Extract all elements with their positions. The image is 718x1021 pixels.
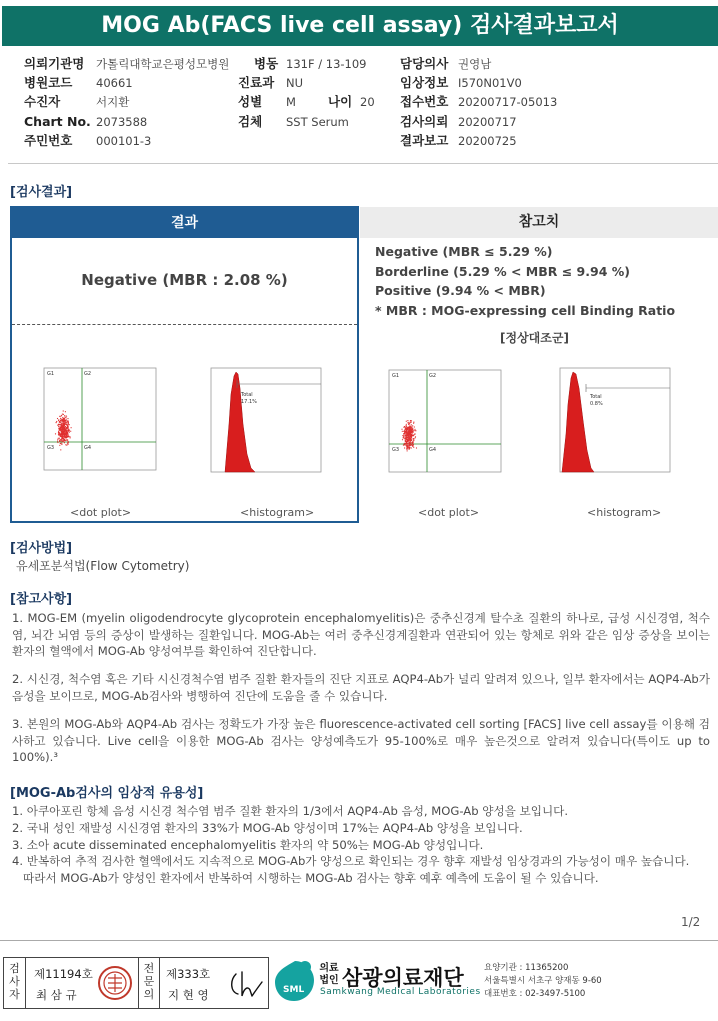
utility-item-4-cont: 따라서 MOG-Ab가 양성인 환자에서 반복하여 시행하는 MOG-Ab 검사는 향후 예후 예측에 도움이 될 수 있습니다.: [12, 871, 599, 886]
report-value: 20200725: [458, 134, 517, 148]
dot: [58, 424, 59, 425]
age-value: 20: [360, 95, 375, 109]
dot: [60, 416, 61, 417]
org-type: 의료법인: [319, 963, 339, 986]
hospital-code-value: 40661: [96, 76, 133, 90]
dot: [59, 422, 60, 423]
control-histogram-caption: <histogram>: [587, 506, 662, 519]
quadrant-label-g1: G1: [47, 371, 55, 377]
dot: [61, 425, 62, 426]
control-quadrant-g3: G3: [392, 447, 400, 453]
dot: [413, 447, 414, 448]
dot: [410, 441, 411, 442]
dot: [67, 444, 68, 445]
dot: [409, 448, 410, 449]
dot: [62, 429, 63, 430]
dot: [410, 430, 411, 431]
quadrant-label-g3: G3: [47, 445, 55, 451]
dot: [404, 447, 405, 448]
dot: [65, 417, 66, 418]
control-dot-plot: [383, 364, 505, 476]
patient-dot-plot-caption: <dot plot>: [70, 506, 132, 519]
dot: [56, 421, 57, 422]
control-dot-plot-caption: <dot plot>: [418, 506, 480, 519]
utility-item-1: 1. 아쿠아포린 항체 음성 시신경 척수염 범주 질환 환자의 1/3에서 AQP4-Ab 음성, MOG-Ab 양성을 보입니다.: [12, 804, 569, 818]
utility-item-2: 2. 국내 성인 재발성 시신경염 환자의 33%가 MOG-Ab 양성이며 17%는 AQP4-Ab 양성을 보입니다.: [12, 820, 523, 835]
footer-divider: [0, 940, 718, 941]
dot: [62, 426, 63, 427]
page-number: 1/2: [681, 915, 701, 929]
sml-logo-icon: [272, 958, 318, 1004]
department-label: 진료과: [238, 75, 275, 90]
dot: [63, 434, 64, 435]
dot: [412, 429, 413, 430]
dot: [409, 442, 410, 443]
dot: [63, 441, 64, 442]
dot: [411, 442, 412, 443]
dot: [410, 426, 411, 427]
dot: [60, 449, 61, 450]
dot: [62, 417, 63, 418]
dot: [64, 420, 65, 421]
control-hist-gate-value: 0.8%: [590, 401, 603, 407]
dot: [70, 437, 71, 438]
utility-list: [12, 803, 718, 887]
clinical-info-value: I570N01V0: [458, 76, 522, 90]
dot: [71, 427, 72, 428]
dot: [406, 442, 407, 443]
dot: [61, 419, 62, 420]
utility-item-4: 4. 반복하여 추적 검사한 혈액에서도 지속적으로 MOG-Ab가 양성으로 확인되는 경우 향후 재발성 임상경과의 가능성이 매우 높습니다.: [12, 854, 690, 869]
dot: [62, 422, 63, 423]
quadrant-label-g2: G2: [84, 371, 92, 377]
dot: [405, 444, 406, 445]
specialist-name: 지 현 영: [168, 988, 209, 1002]
dot: [415, 430, 416, 431]
dot: [58, 431, 59, 432]
dot: [63, 423, 64, 424]
dot: [67, 418, 68, 419]
patient-hist-gate-value: 17.1%: [241, 399, 257, 405]
dot: [407, 420, 408, 421]
control-quadrant-g4: G4: [429, 447, 437, 453]
dot: [59, 416, 60, 417]
reference-positive: Positive (9.94 % < MBR): [375, 283, 546, 298]
dot: [67, 432, 68, 433]
dot: [59, 445, 60, 446]
org-english-name: Samkwang Medical Laboratories: [320, 987, 481, 997]
dot: [401, 429, 402, 430]
sex-label: 성별: [238, 94, 263, 109]
institution-label: 의뢰기관명: [24, 56, 85, 71]
dot: [65, 411, 66, 412]
request-label: 검사의뢰: [400, 114, 449, 129]
dot: [65, 433, 66, 434]
result-value: Negative (MBR : 2.08 %): [81, 271, 288, 289]
dot: [413, 422, 414, 423]
dot: [404, 437, 405, 438]
dot: [406, 445, 407, 446]
dot: [61, 430, 62, 431]
logo-text: SML: [283, 985, 305, 995]
dot: [409, 423, 410, 424]
specimen-label: 검체: [238, 114, 263, 129]
dot: [61, 440, 62, 441]
dot: [60, 443, 61, 444]
dot: [407, 435, 408, 436]
quadrant-label-g4: G4: [84, 445, 92, 451]
recipient-value: 서지환: [96, 95, 130, 109]
inspector-name: 최 삼 규: [36, 988, 77, 1002]
control-hist-gate-label: Total: [590, 394, 602, 400]
specimen-value: SST Serum: [286, 115, 349, 129]
dot: [405, 428, 406, 429]
dot: [64, 419, 65, 420]
dot: [61, 420, 62, 421]
dot: [410, 432, 411, 433]
dot: [65, 437, 66, 438]
dot: [65, 429, 66, 430]
dot: [63, 421, 64, 422]
dot: [410, 434, 411, 435]
dot: [412, 442, 413, 443]
dot: [60, 428, 61, 429]
chart-label: Chart No.: [24, 114, 91, 129]
dot: [409, 434, 410, 435]
dot: [61, 424, 62, 425]
specialist-label: 전문의: [138, 958, 160, 1008]
dot: [64, 435, 65, 436]
result-header: 결과: [12, 208, 357, 238]
dot: [63, 433, 64, 434]
dot: [411, 420, 412, 421]
dot: [406, 431, 407, 432]
dot: [404, 432, 405, 433]
resident-value: 000101-3: [96, 134, 152, 148]
dot: [66, 445, 67, 446]
recipient-label: 수진자: [24, 94, 61, 109]
dot: [411, 424, 412, 425]
accession-value: 20200717-05013: [458, 95, 558, 109]
reference-negative: Negative (MBR ≤ 5.29 %): [375, 244, 553, 259]
inspector-seal: [96, 964, 134, 1002]
dot: [66, 424, 67, 425]
normal-control-label: [정상대조군]: [500, 331, 569, 345]
dot: [55, 433, 56, 434]
dot: [59, 433, 60, 434]
dot: [412, 446, 413, 447]
dot: [66, 427, 67, 428]
dot: [407, 422, 408, 423]
dot: [413, 439, 414, 440]
report-label: 결과보고: [400, 133, 449, 148]
dot: [410, 422, 411, 423]
utility-item-3: 3. 소아 acute disseminated encephalomyelitis 환자의 약 50%는 MOG-Ab 양성입니다.: [12, 837, 484, 852]
org-phone: 대표번호 : 02-3497-5100: [484, 989, 586, 999]
method-title: [검사방법]: [10, 541, 73, 556]
age-label: 나이: [328, 94, 353, 109]
dot: [407, 433, 408, 434]
dot: [403, 436, 404, 437]
dot: [56, 422, 57, 423]
dot: [408, 422, 409, 423]
report-title: MOG Ab(FACS live cell assay) 검사결과보고서: [2, 6, 718, 46]
patient-histogram: [207, 364, 325, 476]
dot: [66, 425, 67, 426]
dot: [68, 441, 69, 442]
dot: [60, 429, 61, 430]
dot: [62, 437, 63, 438]
dot: [414, 429, 415, 430]
reference-ranges: [375, 242, 675, 320]
clinical-info-label: 임상정보: [400, 75, 449, 90]
dot: [68, 423, 69, 424]
dot: [64, 427, 65, 428]
accession-label: 접수번호: [400, 94, 449, 109]
dot: [403, 431, 404, 432]
dot: [60, 439, 61, 440]
dot: [406, 426, 407, 427]
dot: [409, 438, 410, 439]
patient-hist-gate-label: Total: [241, 392, 253, 398]
dot: [406, 425, 407, 426]
dot: [63, 410, 64, 411]
dot: [407, 444, 408, 445]
dot: [413, 435, 414, 436]
results-title: [검사결과]: [10, 185, 73, 200]
dot: [409, 437, 410, 438]
dot: [67, 430, 68, 431]
dot: [63, 439, 64, 440]
dot: [406, 443, 407, 444]
control-quadrant-g2: G2: [429, 373, 437, 379]
dot: [60, 426, 61, 427]
method-text: 유세포분석법(Flow Cytometry): [16, 559, 190, 573]
patient-dot-cloud: [55, 410, 72, 450]
control-histogram: [556, 364, 674, 476]
dot: [66, 439, 67, 440]
note-paragraph-3: 3. 본원의 MOG-Ab와 AQP4-Ab 검사는 정확도가 가장 높은 fluorescence-activated cell sorting [FACS] live cell assay를 이용해 검사하고 있습니다. Live cell을 이용한 MOG-Ab 검사는 양성예측도가 95-100%로 매우 높은것으로 알려져 있습니다(특이도 up to 100%).³: [12, 717, 710, 764]
dot: [412, 435, 413, 436]
dot: [415, 436, 416, 437]
dot: [68, 436, 69, 437]
dot: [64, 425, 65, 426]
note-paragraph-1: 1. MOG-EM (myelin oligodendrocyte glycoprotein encephalomyelitis)은 중추신경계 탈수초 질환의 하나로, 급성 시신경염, 척수염, 뇌간 뇌염 등의 증상이 발생하는 질환입니다. MOG-Ab는 여러 중추신경계질환과 연관되어 있는 항체로 위와 같은 임상 증상을 보이는 환자의 혈액에서 MOG-Ab 양성여부를 확인하여 진단합니다.: [12, 611, 710, 658]
dot: [405, 433, 406, 434]
dot: [410, 439, 411, 440]
dot: [58, 426, 59, 427]
resident-label: 주민번호: [24, 133, 73, 148]
dot: [57, 418, 58, 419]
dot: [57, 442, 58, 443]
chart-value: 2073588: [96, 115, 148, 129]
dot: [412, 431, 413, 432]
dot: [410, 435, 411, 436]
specialist-signature: [226, 966, 264, 1002]
dot: [406, 435, 407, 436]
utility-title: [MOG-Ab검사의 임상적 유용성]: [10, 786, 204, 801]
dot: [58, 434, 59, 435]
dot: [410, 443, 411, 444]
dot: [60, 424, 61, 425]
dot: [60, 435, 61, 436]
dot: [410, 427, 411, 428]
dot: [57, 425, 58, 426]
dot: [413, 423, 414, 424]
dot: [65, 440, 66, 441]
dot: [406, 437, 407, 438]
note-paragraph-2: 2. 시신경, 척수염 혹은 기타 시신경척수염 범주 질환 환자들의 진단 지표로 AQP4-Ab가 널리 알려져 있으나, 일부 환자에서는 AQP4-Ab가 음성을 보이므로, MOG-Ab검사와 병행하여 진단에 도움을 줄 수 있습니다.: [12, 672, 710, 703]
dot: [66, 416, 67, 417]
specialist-number: 제333호: [166, 967, 211, 981]
dot: [58, 438, 59, 439]
dot: [402, 431, 403, 432]
signature-box: [3, 957, 269, 1009]
dot: [409, 439, 410, 440]
dot: [406, 421, 407, 422]
dot: [411, 440, 412, 441]
dot: [57, 439, 58, 440]
dot: [411, 429, 412, 430]
dot: [62, 414, 63, 415]
dot: [64, 415, 65, 416]
dot: [409, 443, 410, 444]
dot: [406, 424, 407, 425]
dot: [68, 421, 69, 422]
dot: [412, 433, 413, 434]
dot: [413, 438, 414, 439]
ward-label: 병동: [254, 56, 279, 71]
doctor-value: 권영남: [458, 57, 492, 71]
dot: [414, 430, 415, 431]
info-divider: [8, 163, 718, 164]
dot: [60, 422, 61, 423]
control-quadrant-g1: G1: [392, 373, 400, 379]
sex-value: M: [286, 95, 296, 109]
dot: [407, 447, 408, 448]
dot: [412, 425, 413, 426]
dot: [407, 427, 408, 428]
org-name: 삼광의료재단: [342, 966, 464, 990]
dot: [69, 436, 70, 437]
patient-histogram-peak: [225, 372, 255, 472]
hospital-code-label: 병원코드: [24, 75, 73, 90]
dot: [65, 430, 66, 431]
inspector-label: 검사자: [4, 958, 26, 1008]
result-divider: [12, 324, 357, 325]
dot: [61, 436, 62, 437]
dot: [402, 439, 403, 440]
dot: [404, 426, 405, 427]
patient-dot-plot: [38, 362, 160, 474]
dot: [406, 447, 407, 448]
dot: [61, 444, 62, 445]
dot: [405, 440, 406, 441]
dot: [59, 430, 60, 431]
dot: [414, 434, 415, 435]
department-value: NU: [286, 76, 304, 90]
dot: [402, 435, 403, 436]
dot: [69, 432, 70, 433]
org-institution-code: 요양기관 : 11365200: [484, 963, 569, 973]
inspector-number: 제11194호: [34, 967, 93, 981]
dot: [60, 434, 61, 435]
dot: [69, 424, 70, 425]
request-value: 20200717: [458, 115, 517, 129]
dot: [57, 440, 58, 441]
dot: [404, 443, 405, 444]
dot: [70, 431, 71, 432]
control-dot-cloud: [401, 420, 417, 452]
dot: [408, 432, 409, 433]
dot: [411, 444, 412, 445]
reference-mbr-note: * MBR : MOG-expressing cell Binding Ratio: [375, 302, 676, 318]
dot: [412, 443, 413, 444]
dot: [407, 450, 408, 451]
dot: [58, 420, 59, 421]
dot: [414, 426, 415, 427]
dot: [408, 437, 409, 438]
dot: [416, 447, 417, 448]
notes-title: [참고사항]: [10, 592, 73, 607]
dot: [62, 428, 63, 429]
dot: [65, 435, 66, 436]
dot: [412, 428, 413, 429]
org-address: 서울특별시 서초구 양재동 9-60: [484, 976, 602, 986]
dot: [409, 445, 410, 446]
reference-borderline: Borderline (5.29 % < MBR ≤ 9.94 %): [375, 263, 630, 279]
doctor-label: 담당의사: [400, 56, 449, 71]
reference-header: 참고치: [360, 207, 718, 238]
dot: [59, 438, 60, 439]
dot: [407, 440, 408, 441]
dot: [408, 428, 409, 429]
institution-value: 가톨릭대학교은평성모병원: [96, 57, 230, 71]
dot: [403, 445, 404, 446]
dot: [68, 426, 69, 427]
org-contact: [484, 962, 602, 1001]
patient-histogram-caption: <histogram>: [240, 506, 315, 519]
dot: [61, 432, 62, 433]
control-histogram-peak: [562, 372, 594, 472]
dot: [65, 421, 66, 422]
dot: [411, 447, 412, 448]
dot: [68, 429, 69, 430]
ward-value: 131F / 13-109: [286, 57, 367, 71]
